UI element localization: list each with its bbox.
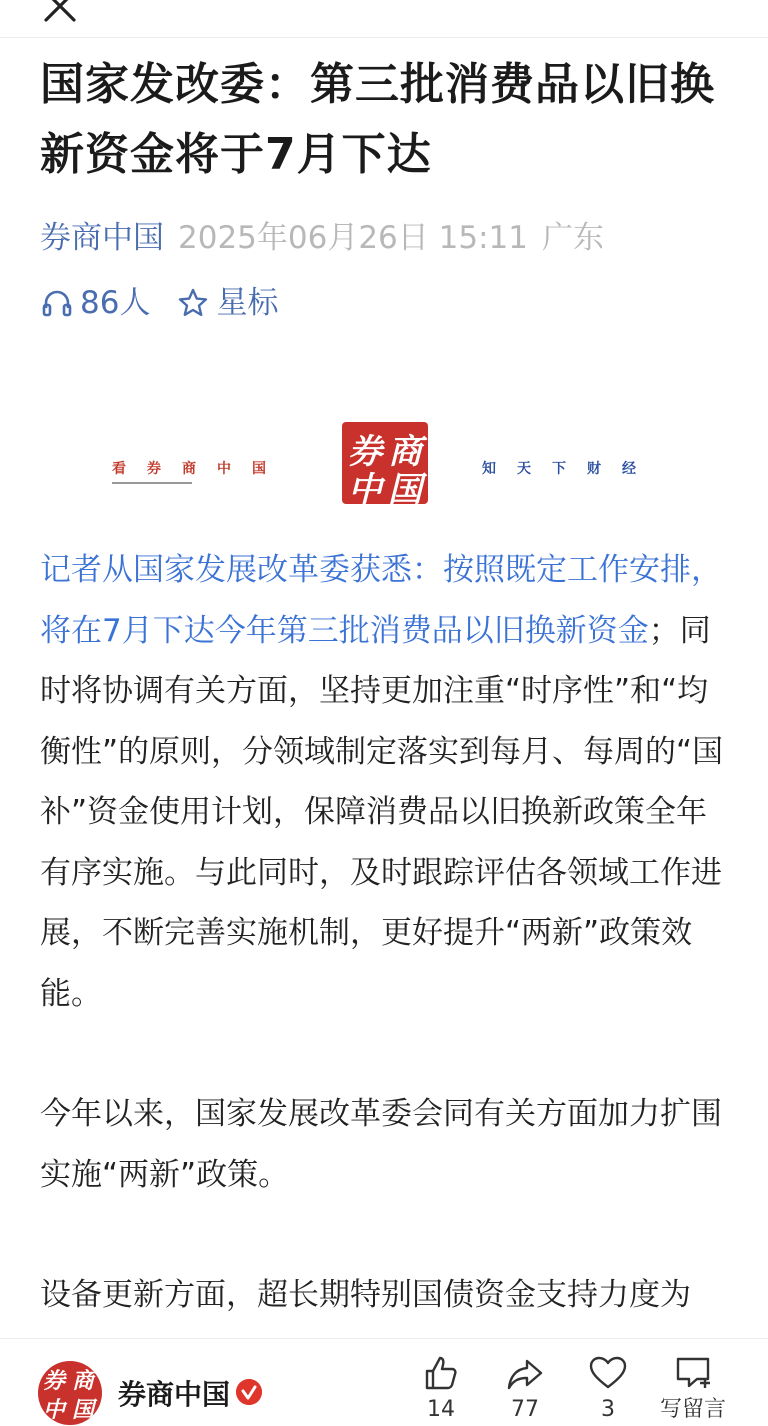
verified-badge-icon bbox=[236, 1379, 262, 1405]
logo-char: 券 bbox=[348, 432, 382, 472]
share-count: 77 bbox=[511, 1397, 539, 1422]
highlighted-lead: 记者从国家发展改革委获悉：按照既定工作安排，将在7月下达今年第三批消费品以旧换新资金 bbox=[40, 552, 722, 649]
paragraph: 今年以来，国家发展改革委会同有关方面加力扩围实施“两新”政策。 bbox=[40, 1096, 722, 1193]
favorite-count: 3 bbox=[601, 1397, 615, 1422]
banner-right-slogan: 知天下财经 bbox=[482, 461, 657, 477]
star-label: 星标 bbox=[216, 285, 279, 321]
close-icon[interactable] bbox=[38, 0, 82, 28]
paragraph-text: ；同时将协调有关方面，坚持更加注重“时序性”和“均衡性”的原则，分领域制定落实到每月、每周的“国补”资金使用计划，保障消费品以旧换新政策全年有序实施。与此同时，及时跟踪评估各领域工作进展，不断完善实施机制，更好提升“两新”政策效能。 bbox=[40, 612, 724, 1012]
like-button[interactable] bbox=[406, 1353, 476, 1426]
share-arrow-icon bbox=[505, 1353, 545, 1393]
favorite-button[interactable] bbox=[573, 1353, 643, 1426]
top-bar bbox=[0, 0, 768, 38]
share-button[interactable] bbox=[490, 1353, 560, 1426]
comment-icon bbox=[673, 1353, 713, 1393]
banner-divider bbox=[112, 482, 192, 484]
logo-char: 券 bbox=[43, 1368, 66, 1394]
like-count: 14 bbox=[427, 1397, 455, 1422]
heart-icon bbox=[588, 1353, 628, 1393]
paragraph: 设备更新方面，超长期特别国债资金支持力度为 bbox=[40, 1277, 691, 1313]
brand-banner bbox=[0, 420, 768, 510]
comment-label: 写留言 bbox=[659, 1397, 726, 1422]
article-header bbox=[40, 50, 730, 190]
logo-char: 国 bbox=[388, 470, 422, 510]
logo-char: 国 bbox=[72, 1397, 95, 1423]
logo-char: 商 bbox=[72, 1368, 95, 1394]
publish-date: 2025年06月26日 15:11 bbox=[178, 220, 528, 256]
write-comment-button[interactable] bbox=[658, 1353, 728, 1426]
article-actions-row bbox=[40, 278, 278, 328]
star-button[interactable] bbox=[176, 278, 278, 328]
banner-left-slogan: 看券商中国 bbox=[112, 461, 287, 477]
headphones-icon[interactable] bbox=[40, 286, 74, 320]
bottom-action-bar bbox=[0, 1338, 768, 1426]
article-meta bbox=[40, 213, 604, 263]
author-avatar[interactable] bbox=[38, 1361, 102, 1425]
logo-char: 商 bbox=[388, 432, 422, 472]
region-label: 广东 bbox=[541, 220, 604, 256]
article-body bbox=[40, 540, 732, 1426]
listener-count[interactable]: 86人 bbox=[80, 285, 151, 321]
logo-char: 中 bbox=[348, 470, 382, 510]
thumbs-up-icon bbox=[421, 1353, 461, 1393]
star-icon bbox=[176, 286, 210, 320]
source-link[interactable]: 券商中国 bbox=[40, 220, 164, 256]
article-title: 国家发改委：第三批消费品以旧换新资金将于7月下达 bbox=[40, 59, 715, 180]
logo-char: 中 bbox=[43, 1397, 66, 1423]
author-name[interactable]: 券商中国 bbox=[118, 1378, 231, 1411]
brand-logo bbox=[342, 422, 428, 510]
paragraph bbox=[40, 540, 732, 1024]
